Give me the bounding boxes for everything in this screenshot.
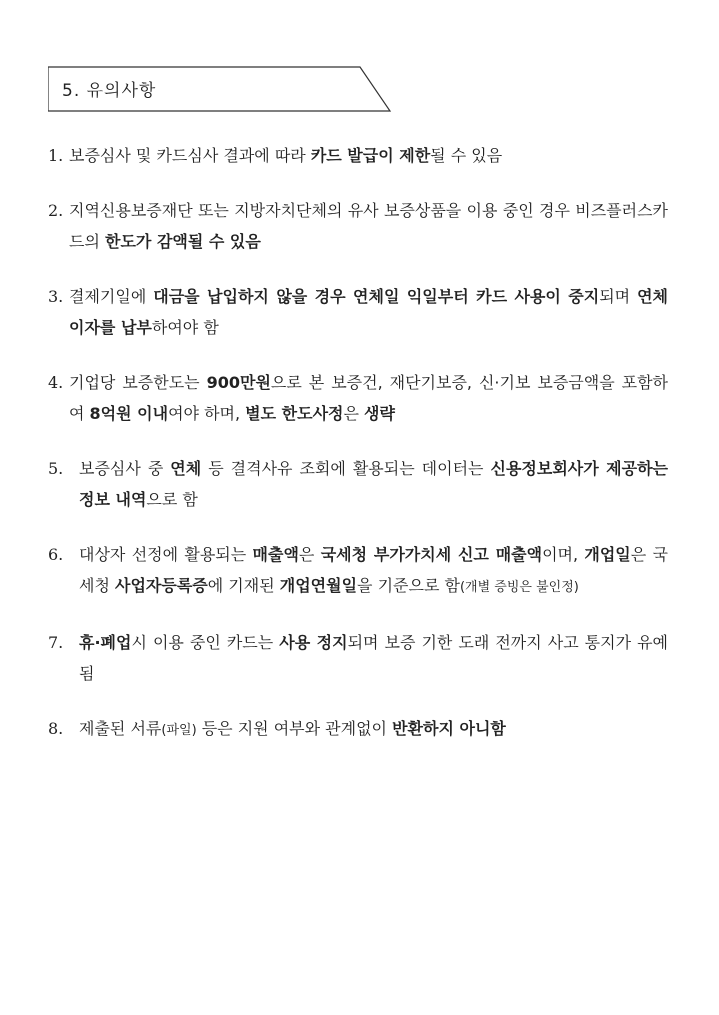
notice-text-part: 으로 본 보증건, 재단기보증, 신·기보 보증금액을 포함하여 — [69, 373, 668, 423]
notice-number: 2. — [48, 201, 64, 220]
notice-text-part: 보증심사 및 카드심사 결과에 따라 — [69, 146, 311, 165]
notice-text — [69, 367, 668, 429]
notice-text — [79, 713, 668, 746]
notice-number: 1. — [48, 146, 64, 165]
notice-text-part: 등은 지원 여부와 관계없이 — [196, 719, 393, 738]
notice-emphasis: 휴·폐업 — [79, 633, 132, 652]
notice-number: 7. — [48, 633, 64, 652]
notice-text-part: 되며 보증 기한 도래 전까지 사고 통지가 유예됨 — [79, 633, 668, 683]
notice-item — [48, 713, 668, 746]
notice-emphasis: 개업일 — [584, 545, 631, 564]
notice-emphasis: 한도가 감액될 수 있음 — [105, 232, 261, 251]
notice-text — [69, 281, 668, 343]
notice-item — [48, 539, 668, 603]
notice-item — [48, 453, 668, 515]
notice-number: 6. — [48, 545, 64, 564]
notice-text-part: 은 — [298, 545, 321, 564]
notice-text-part: 에 기재된 — [207, 576, 280, 595]
notice-text — [69, 140, 668, 171]
notice-item — [48, 281, 668, 343]
notice-text-part: 은 국세청 — [79, 545, 669, 595]
notice-text-part: 제출된 서류 — [79, 719, 162, 738]
notice-emphasis: 900만원 — [206, 373, 271, 392]
notice-text-part: 을 기준으로 함 — [357, 576, 460, 595]
notice-text — [79, 627, 668, 689]
notice-text — [79, 539, 668, 603]
notice-text-part: 되며 — [599, 287, 638, 306]
notice-number: 5. — [48, 459, 64, 478]
notice-text — [69, 195, 668, 257]
notice-text-part: 은 — [343, 404, 365, 423]
notice-text-part: 등 결격사유 조회에 활용되는 데이터는 — [201, 459, 491, 478]
notice-list — [48, 140, 668, 770]
notice-emphasis: 신용정보회사가 제공하는 정보 내역 — [79, 459, 668, 509]
notice-number: 3. — [48, 287, 64, 306]
notice-emphasis: 대금을 납입하지 않을 경우 연체일 익일부터 카드 사용이 중지 — [153, 287, 600, 306]
notice-text-part: 될 수 있음 — [430, 146, 503, 165]
notice-emphasis: 국세청 부가가치세 신고 매출액 — [320, 545, 543, 564]
notice-emphasis: 생략 — [364, 404, 395, 423]
notice-item — [48, 140, 668, 171]
notice-text-part: (파일) — [161, 723, 197, 738]
notice-emphasis: 카드 발급이 제한 — [310, 146, 431, 165]
notice-number: 4. — [48, 373, 64, 392]
notice-text-part: 으로 함 — [146, 490, 198, 509]
notice-item — [48, 627, 668, 689]
notice-emphasis: 연체 — [170, 459, 202, 478]
notice-text-part: 이며, — [542, 545, 585, 564]
notice-text-part: 하여야 함 — [151, 318, 219, 337]
notice-text-part: (개별 증빙은 불인정) — [459, 580, 579, 595]
section-header — [48, 66, 394, 112]
notice-text-part: 시 이용 중인 카드는 — [131, 633, 280, 652]
notice-number: 8. — [48, 719, 64, 738]
notice-text-part: 보증심사 중 — [79, 459, 171, 478]
notice-emphasis: 반환하지 아니함 — [392, 719, 506, 738]
notice-emphasis: 사용 정지 — [279, 633, 348, 652]
notice-text — [79, 453, 668, 515]
notice-emphasis: 개업연월일 — [279, 576, 358, 595]
notice-emphasis: 매출액 — [252, 545, 299, 564]
notice-emphasis: 사업자등록증 — [115, 576, 208, 595]
notice-text-part: 결제기일에 — [69, 287, 154, 306]
section-title: 5. 유의사항 — [62, 81, 157, 101]
notice-emphasis: 별도 한도사정 — [245, 404, 344, 423]
notice-text-part: 대상자 선정에 활용되는 — [79, 545, 253, 564]
notice-item — [48, 195, 668, 257]
notice-text-part: 지역신용보증재단 또는 지방자치단체의 유사 보증상품을 이용 중인 경우 비즈플러스카드의 — [69, 201, 668, 251]
notice-item — [48, 367, 668, 429]
notice-text-part: 기업당 보증한도는 — [69, 373, 207, 392]
notice-emphasis: 8억원 이내 — [89, 404, 169, 423]
notice-text-part: 여야 하며, — [168, 404, 246, 423]
notice-emphasis: 연체 이자를 납부 — [69, 287, 668, 337]
